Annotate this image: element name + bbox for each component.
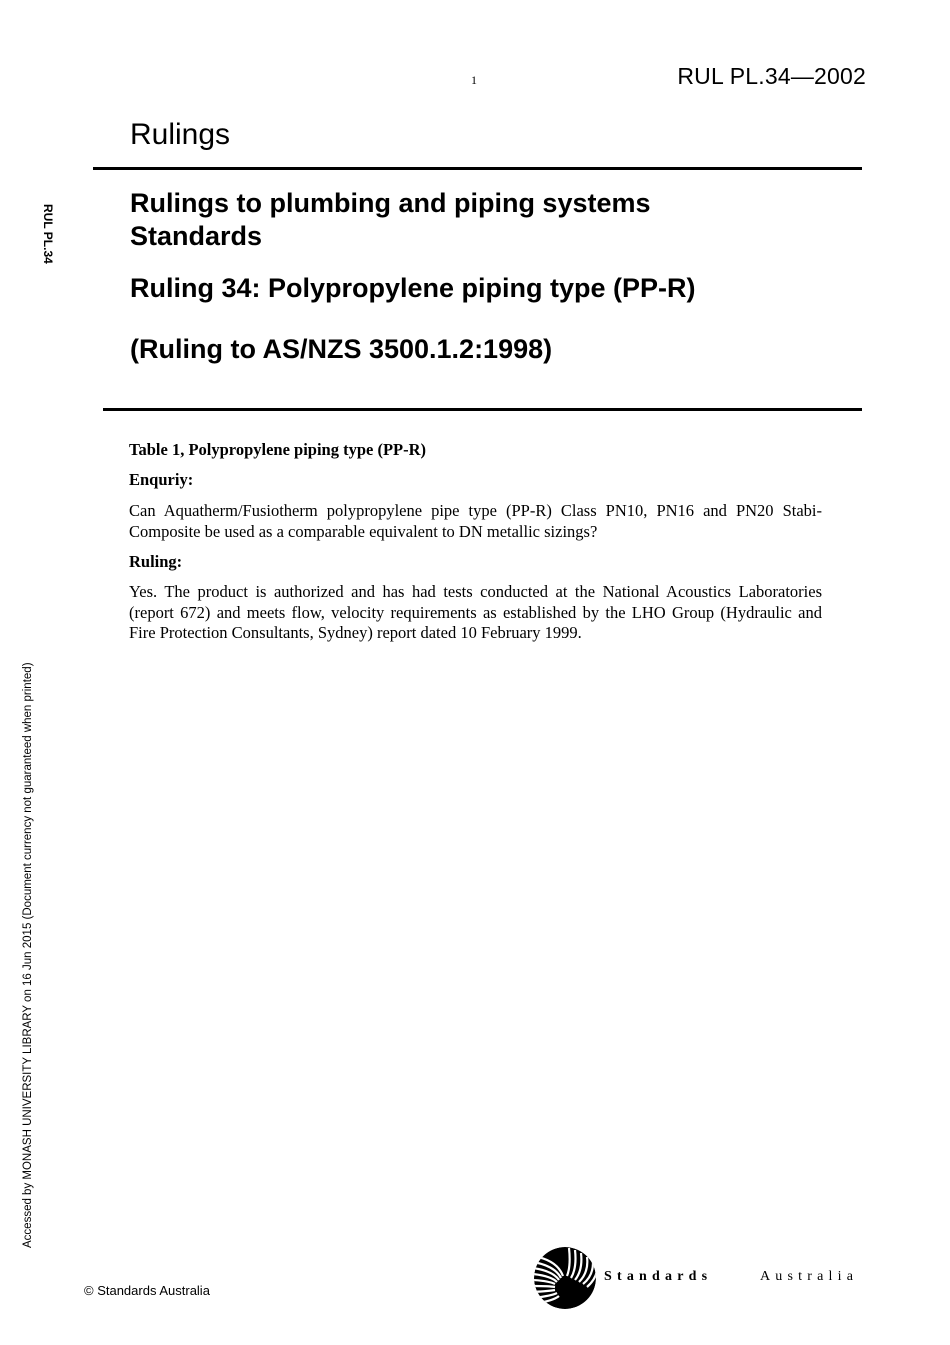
logo-wordmark-australia: Australia <box>760 1269 859 1284</box>
enquiry-text: Can Aquatherm/Fusiotherm polypropylene pipe type (PP-R) Class PN10, PN16 and PN20 Stabi-Composite be used as a comparable equivalent to DN metallic sizings? <box>129 501 822 541</box>
ruling-text: Yes. The product is authorized and has had tests conducted at the National Acoustics Laboratories (report 672) and meets flow, velocity requirements as established by the LHO Group (Hydraulic and Fire Protection Consultants, Sydney) report dated 10 February 1999. <box>129 582 822 642</box>
ruling-reference: (Ruling to AS/NZS 3500.1.2:1998) <box>130 334 553 364</box>
document-title-line-1: Rulings to plumbing and piping systems <box>130 188 651 218</box>
standards-australia-logo-icon <box>533 1246 597 1310</box>
copyright-notice: © Standards Australia <box>84 1283 210 1298</box>
logo-wordmark-standards: Standards <box>604 1269 713 1284</box>
page-number: 1 <box>471 73 477 87</box>
section-title: Rulings <box>130 118 231 151</box>
table-caption: Table 1, Polypropylene piping type (PP-R) <box>129 440 427 459</box>
document-title-line-2: Standards <box>130 221 263 251</box>
top-divider <box>93 167 862 170</box>
side-document-label: RUL PL.34 <box>41 204 55 264</box>
ruling-title: Ruling 34: Polypropylene piping type (PP-R) <box>130 273 696 303</box>
bottom-divider <box>103 408 862 411</box>
ruling-label: Ruling: <box>129 552 183 571</box>
access-watermark-note: Accessed by MONASH UNIVERSITY LIBRARY on 16 Jun 2015 (Document currency not guaranteed when printed) <box>22 662 34 1248</box>
enquiry-label: Enquriy: <box>129 470 194 489</box>
document-id: RUL PL.34—2002 <box>677 63 866 89</box>
